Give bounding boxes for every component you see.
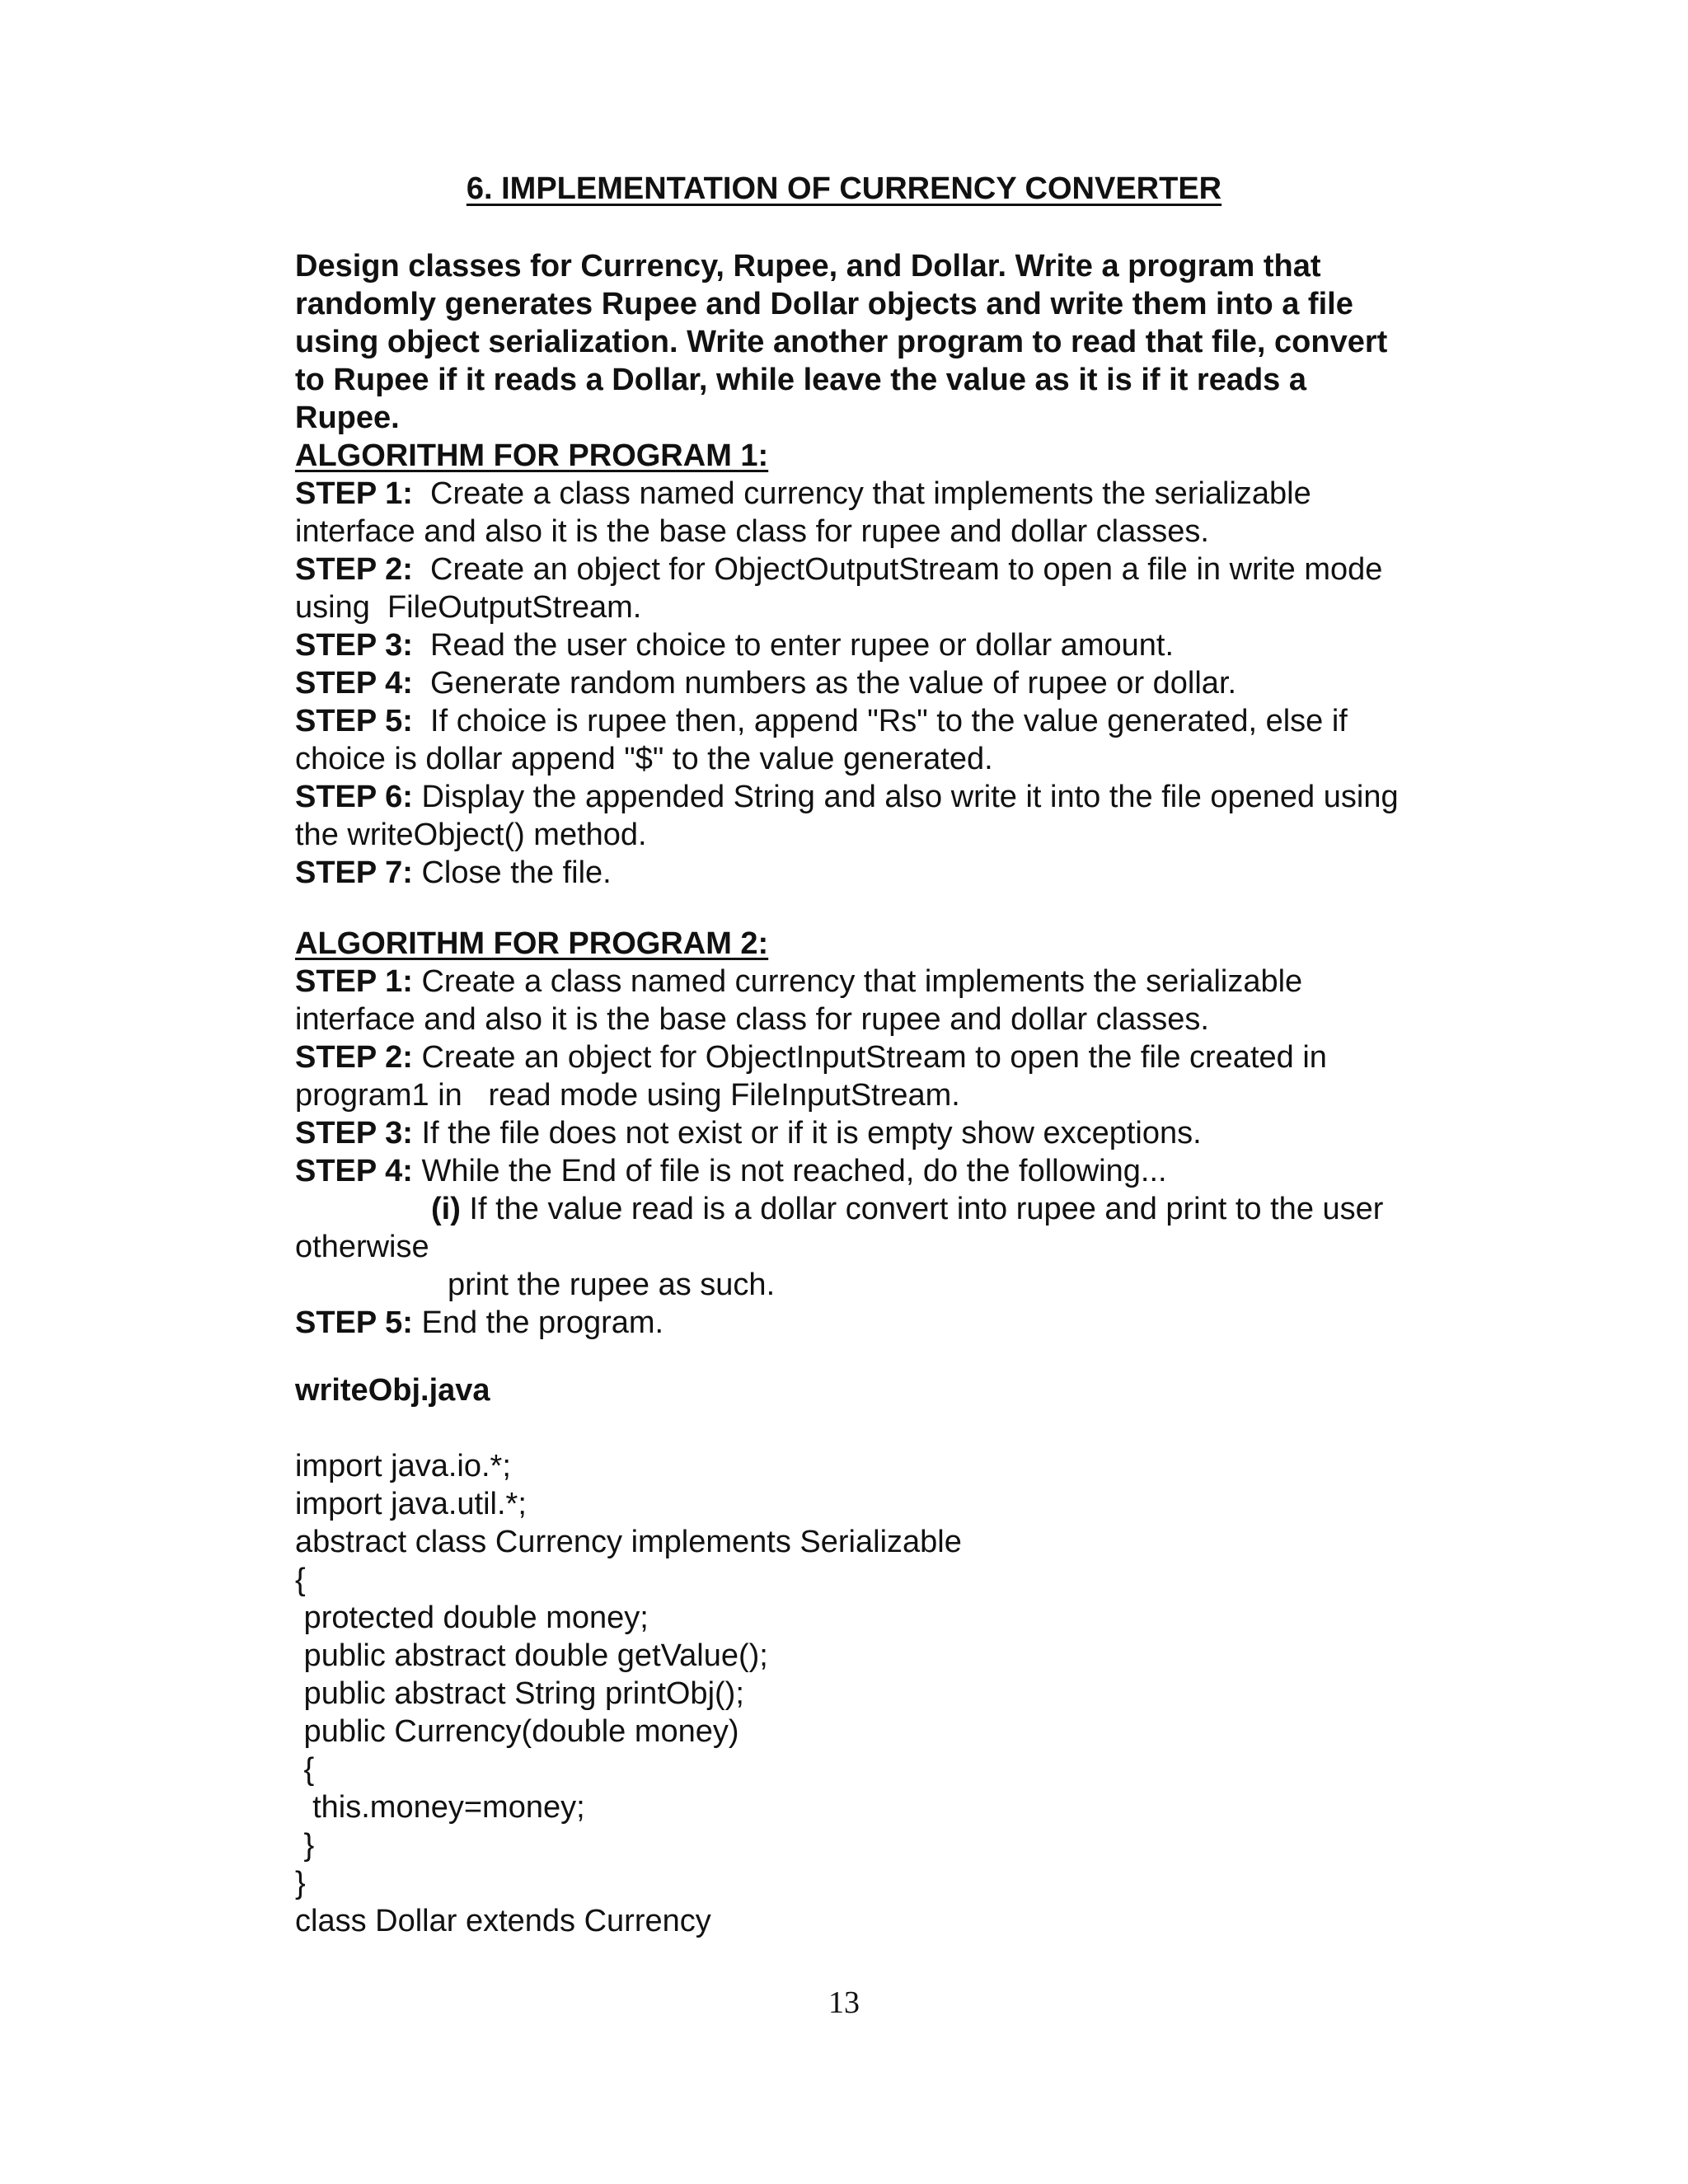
step-text: While the End of file is not reached, do the following...	[412, 1154, 1167, 1188]
step-text: the writeObject() method.	[295, 818, 647, 852]
step-line	[295, 626, 1482, 664]
code-line: }	[295, 1866, 306, 1900]
code-line: this.money=money;	[295, 1790, 585, 1825]
step-text: Close the file.	[412, 855, 612, 890]
step-line	[295, 1114, 1482, 1152]
algorithm-2-section	[295, 925, 1482, 1342]
code-line: public Currency(double money)	[295, 1714, 739, 1749]
substep-line	[295, 1190, 1482, 1228]
substep-label: (i)	[431, 1192, 461, 1226]
step-text: Create a class named currency that implements the serializable	[412, 476, 1311, 511]
step-line	[295, 1076, 1482, 1114]
code-line: protected double money;	[295, 1601, 649, 1635]
code-filename-block	[295, 1371, 1482, 1409]
algorithm-1-heading: ALGORITHM FOR PROGRAM 1:	[295, 438, 769, 473]
step-line	[295, 740, 1482, 778]
step-label: STEP 1:	[295, 476, 413, 511]
step-text: Create an object for ObjectOutputStream to open a file in write mode	[412, 552, 1383, 587]
step-line	[295, 1304, 1482, 1342]
code-line: {	[295, 1752, 315, 1787]
step-line	[295, 588, 1482, 626]
step-text: If the file does not exist or if it is empty show exceptions.	[412, 1116, 1202, 1151]
step-label: STEP 5:	[295, 704, 413, 738]
step-text: Generate random numbers as the value of rupee or dollar.	[412, 666, 1237, 701]
step-label: STEP 6:	[295, 780, 413, 814]
code-listing	[295, 1447, 1482, 1940]
step-line	[295, 1152, 1482, 1190]
step-label: STEP 2:	[295, 552, 413, 587]
page-number: 13	[828, 1985, 860, 2020]
step-text: Create an object for ObjectInputStream to open the file created in	[412, 1040, 1327, 1075]
step-text: program1 in read mode using FileInputStream.	[295, 1078, 960, 1113]
step-label: STEP 2:	[295, 1040, 413, 1075]
step-line	[295, 702, 1482, 740]
step-line	[295, 551, 1482, 588]
problem-line: Rupee.	[295, 401, 400, 435]
otherwise-line: otherwise	[295, 1230, 429, 1264]
code-filename: writeObj.java	[295, 1373, 490, 1408]
step-text: interface and also it is the base class for rupee and dollar classes.	[295, 514, 1209, 549]
code-line: import java.io.*;	[295, 1449, 511, 1483]
step-text: using FileOutputStream.	[295, 590, 642, 625]
step-line	[295, 1001, 1482, 1038]
code-line: public abstract double getValue();	[295, 1638, 768, 1673]
problem-line: to Rupee if it reads a Dollar, while leave the value as it is if it reads a	[295, 363, 1307, 397]
algorithm-1-section	[295, 437, 1482, 892]
problem-line: using object serialization. Write another program to read that file, convert	[295, 325, 1388, 359]
problem-line: Design classes for Currency, Rupee, and Dollar. Write a program that	[295, 249, 1321, 284]
step-label: STEP 3:	[295, 628, 413, 663]
algorithm-2-heading: ALGORITHM FOR PROGRAM 2:	[295, 926, 769, 961]
step-line	[295, 475, 1482, 513]
step-text: choice is dollar append "$" to the value generated.	[295, 742, 993, 776]
code-line: import java.util.*;	[295, 1487, 527, 1521]
step-line	[295, 778, 1482, 816]
substep-text: If the value read is a dollar convert into rupee and print to the user	[460, 1192, 1384, 1226]
step-text: interface and also it is the base class for rupee and dollar classes.	[295, 1002, 1209, 1037]
print-line: print the rupee as such.	[448, 1268, 776, 1302]
problem-statement	[295, 247, 1482, 437]
step-line	[295, 854, 1482, 892]
step-text: Display the appended String and also write it into the file opened using	[412, 780, 1399, 814]
step-label: STEP 7:	[295, 855, 413, 890]
step-label: STEP 1:	[295, 964, 413, 999]
step-text: End the program.	[412, 1305, 664, 1340]
code-line: }	[295, 1828, 315, 1863]
step-label: STEP 5:	[295, 1305, 413, 1340]
code-line: public abstract String printObj();	[295, 1676, 744, 1711]
page-title: 6. IMPLEMENTATION OF CURRENCY CONVERTER	[466, 171, 1222, 206]
step-label: STEP 4:	[295, 666, 413, 701]
step-line	[295, 1038, 1482, 1076]
step-text: If choice is rupee then, append "Rs" to the value generated, else if	[412, 704, 1348, 738]
step-line	[295, 664, 1482, 702]
code-line: class Dollar extends Currency	[295, 1904, 711, 1938]
step-line	[295, 513, 1482, 551]
step-text: Read the user choice to enter rupee or dollar amount.	[412, 628, 1175, 663]
step-label: STEP 3:	[295, 1116, 413, 1151]
step-label: STEP 4:	[295, 1154, 413, 1188]
step-text: Create a class named currency that implements the serializable	[412, 964, 1303, 999]
step-line	[295, 816, 1482, 854]
code-line: {	[295, 1563, 306, 1597]
step-line	[295, 963, 1482, 1001]
problem-line: randomly generates Rupee and Dollar objects and write them into a file	[295, 287, 1353, 321]
code-line: abstract class Currency implements Serializable	[295, 1525, 962, 1559]
